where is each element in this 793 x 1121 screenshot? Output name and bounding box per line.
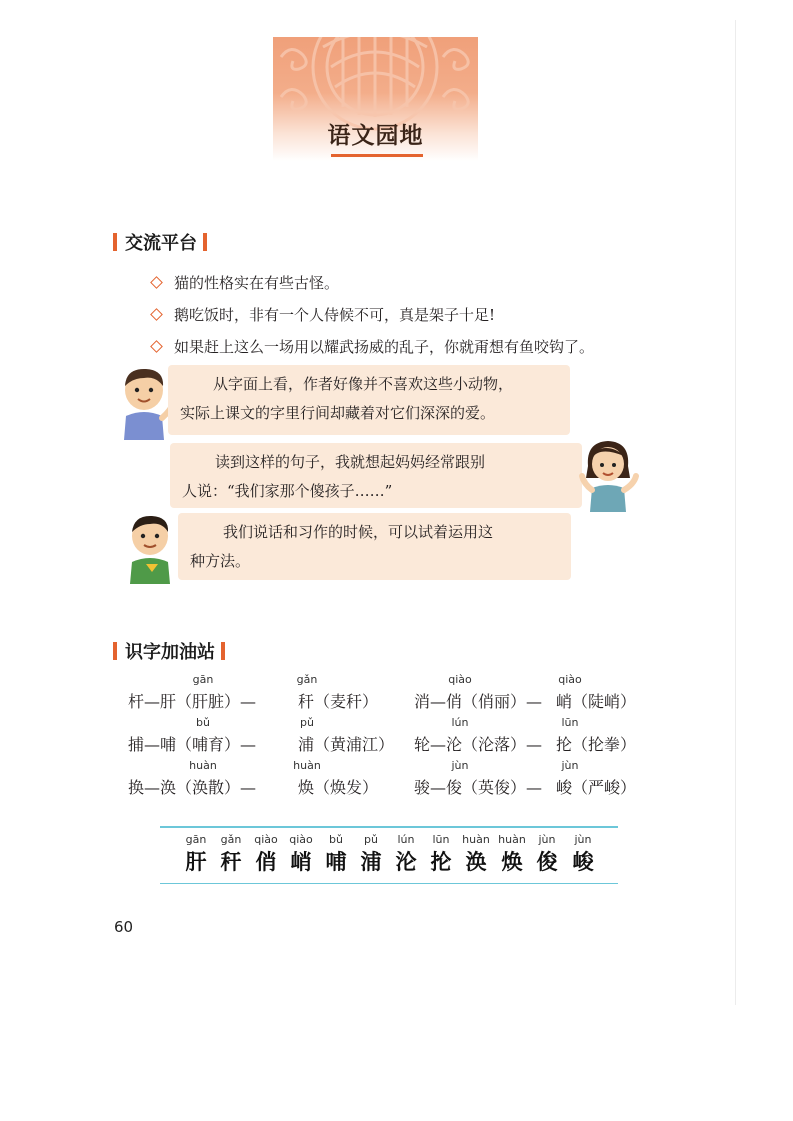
word-group: 峭（陡峭） [556,692,637,711]
pinyin: bǔ [196,716,210,729]
pinyin: lún [451,716,469,729]
page-edge-line [735,20,736,1005]
word-group: 捕—哺（哺育）— [128,735,257,754]
dialog-line: 我们说话和习作的时候，可以试着运用这 [223,523,494,541]
diamond-bullet-icon [150,340,163,353]
pinyin: jùn [451,759,469,772]
strip-character: jùn 峻 [572,833,594,874]
strip-character: qiào 俏 [254,833,278,874]
dialog-line: 实际上课文的字里行间却藏着对它们深深的爱。 [180,404,496,422]
section-bar-left [113,233,117,251]
new-characters-strip [160,826,618,884]
strip-character: huàn 涣 [462,833,490,874]
strip-character: pǔ 浦 [360,833,382,874]
strip-character: lūn 抡 [430,833,452,874]
dialog-line: 从字面上看，作者好像并不喜欢这些小动物， [213,375,514,393]
word-group: 秆（麦秆） [298,692,379,711]
dialog-line: 人说：“我们家那个傻孩子……” [182,482,393,500]
strip-character: gǎn 秆 [220,833,242,874]
title-banner [273,37,478,161]
girl-character-icon [578,436,640,516]
word-group: 消—俏（俏丽）— [414,692,543,711]
pinyin: huàn [293,759,321,772]
boy-green-character-icon [122,512,180,588]
pinyin: huàn [189,759,217,772]
word-group: 骏—俊（英俊）— [414,778,543,797]
strip-character: qiào 峭 [289,833,313,874]
banner-underline [331,154,423,157]
pinyin: jùn [561,759,579,772]
pinyin: gǎn [296,673,318,686]
section-bar-right [203,233,207,251]
speech-bubble [178,513,571,580]
word-group: 轮—沦（沦落）— [414,735,543,754]
word-group: 杆—肝（肝脏）— [128,692,257,711]
bullet-text: 猫的性格实在有些古怪。 [174,274,340,292]
speech-bubble [170,443,582,508]
pinyin: qiào [448,673,472,686]
pinyin: gān [192,673,214,686]
strip-character: lún 沦 [395,833,417,874]
dialog-line: 种方法。 [190,552,251,570]
diamond-bullet-icon [150,308,163,321]
page-number: 60 [114,918,134,936]
section-header-literacy [113,638,225,664]
pinyin: qiào [558,673,582,686]
strip-character: jùn 俊 [536,833,558,874]
word-group: 峻（严峻） [556,778,637,797]
bullet-item [150,272,339,293]
section-bar-left [113,642,117,660]
strip-top-line [160,826,618,828]
section-title: 识字加油站 [125,642,215,663]
bullet-text: 鹅吃饭时，非有一个人侍候不可，真是架子十足! [174,306,496,324]
pinyin: lūn [561,716,579,729]
strip-character: bǔ 哺 [325,833,347,874]
section-header-exchange [113,229,207,255]
pinyin: pǔ [300,716,314,729]
word-group: 换—涣（涣散）— [128,778,257,797]
strip-character: huàn 焕 [498,833,526,874]
strip-bottom-line [160,883,618,885]
section-title: 交流平台 [125,233,197,254]
speech-bubble [168,365,570,435]
word-group: 焕（焕发） [298,778,379,797]
dialog-line: 读到这样的句子，我就想起妈妈经常跟别 [215,453,486,471]
bullet-item [150,336,594,357]
section-bar-right [221,642,225,660]
word-group: 浦（黄浦江） [298,735,395,754]
banner-title: 语文园地 [327,122,424,149]
diamond-bullet-icon [150,276,163,289]
bullet-text: 如果赶上这么一场用以耀武扬威的乱子，你就甭想有鱼咬钩了。 [174,338,595,356]
word-group: 抡（抡拳） [556,735,637,754]
strip-character: gān 肝 [185,833,207,874]
bullet-item [150,304,495,325]
